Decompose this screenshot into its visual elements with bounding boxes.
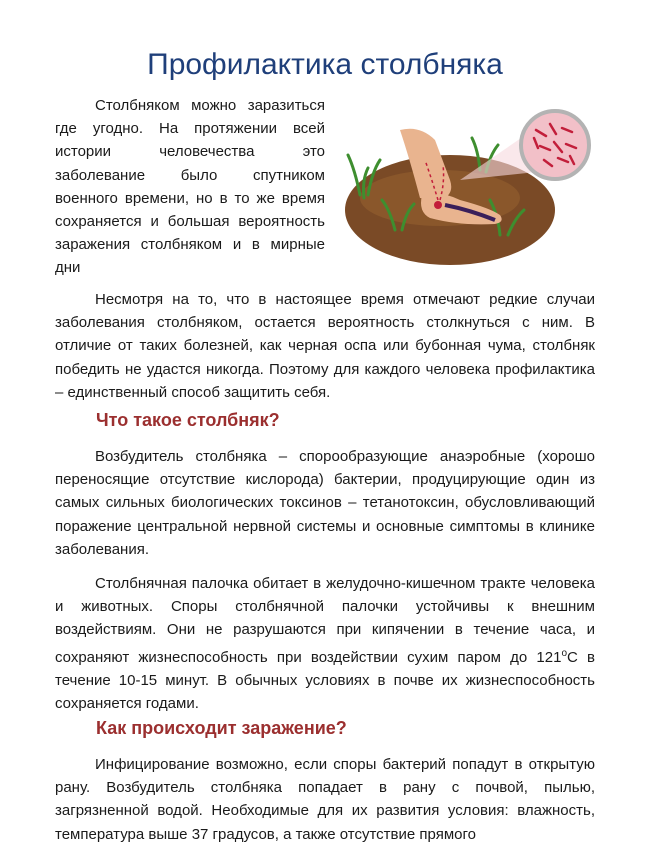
section-heading: Что такое столбняк? [96, 410, 280, 430]
paragraph-text: С в течение 10-15 минут. В обычных условиях в почве их жизнеспособность сохраняется годами. [55, 648, 596, 713]
body-paragraph: Возбудитель столбняка – спорообразующие анаэробные (хорошо переносящие отсутствие кислорода) бактерии, продуцирующие один из самых сильных биологических токсинов – тетанотоксин, обусловливающий поражение центральной нервной системы и основные симптомы в клинике заболевания. [55, 448, 595, 558]
body-paragraph: Несмотря на то, что в настоящее время отмечают редкие случаи заболевания столбняком, остается вероятность столкнуться с ним. В отличие от таких болезней, как черная оспа или бубонная чума, столбняк победить не удастся никогда. Поэтому для каждого человека профилактика – единственный способ защитить себя. [55, 291, 595, 401]
section-heading: Как происходит заражение? [96, 718, 347, 738]
wound-mark [434, 201, 442, 209]
body-paragraph: Инфицирование возможно, если споры бактерий попадут в открытую рану. Возбудитель столбняка попадает в рану с почвой, пылью, загрязненной водой. Необходимые для их развития условия: влажность, температура выше 37 градусов, а также отсутствие прямого [55, 756, 595, 843]
intro-paragraph: Столбняком можно заразиться где угодно. На протяжении всей истории человечества это заболевание было спутником военного времени, но в то же время сохраняется и большая вероятность заражения столбняком и в мирные дни [55, 97, 325, 277]
paragraph-text: Столбнячная палочка обитает в желудочно-кишечном тракте человека и животных. Споры столбнячной палочки устойчивы к внешним воздействиям. Они не разрушаются при кипячении в течение часа, и сохраняют жизнеспособность при воздействии сухим паром до 121 [55, 575, 595, 666]
degree-superscript: о [561, 647, 568, 659]
foot-illustration [340, 100, 610, 270]
body-paragraph [55, 572, 595, 715]
page-title: Профилактика столбняка [147, 48, 503, 81]
